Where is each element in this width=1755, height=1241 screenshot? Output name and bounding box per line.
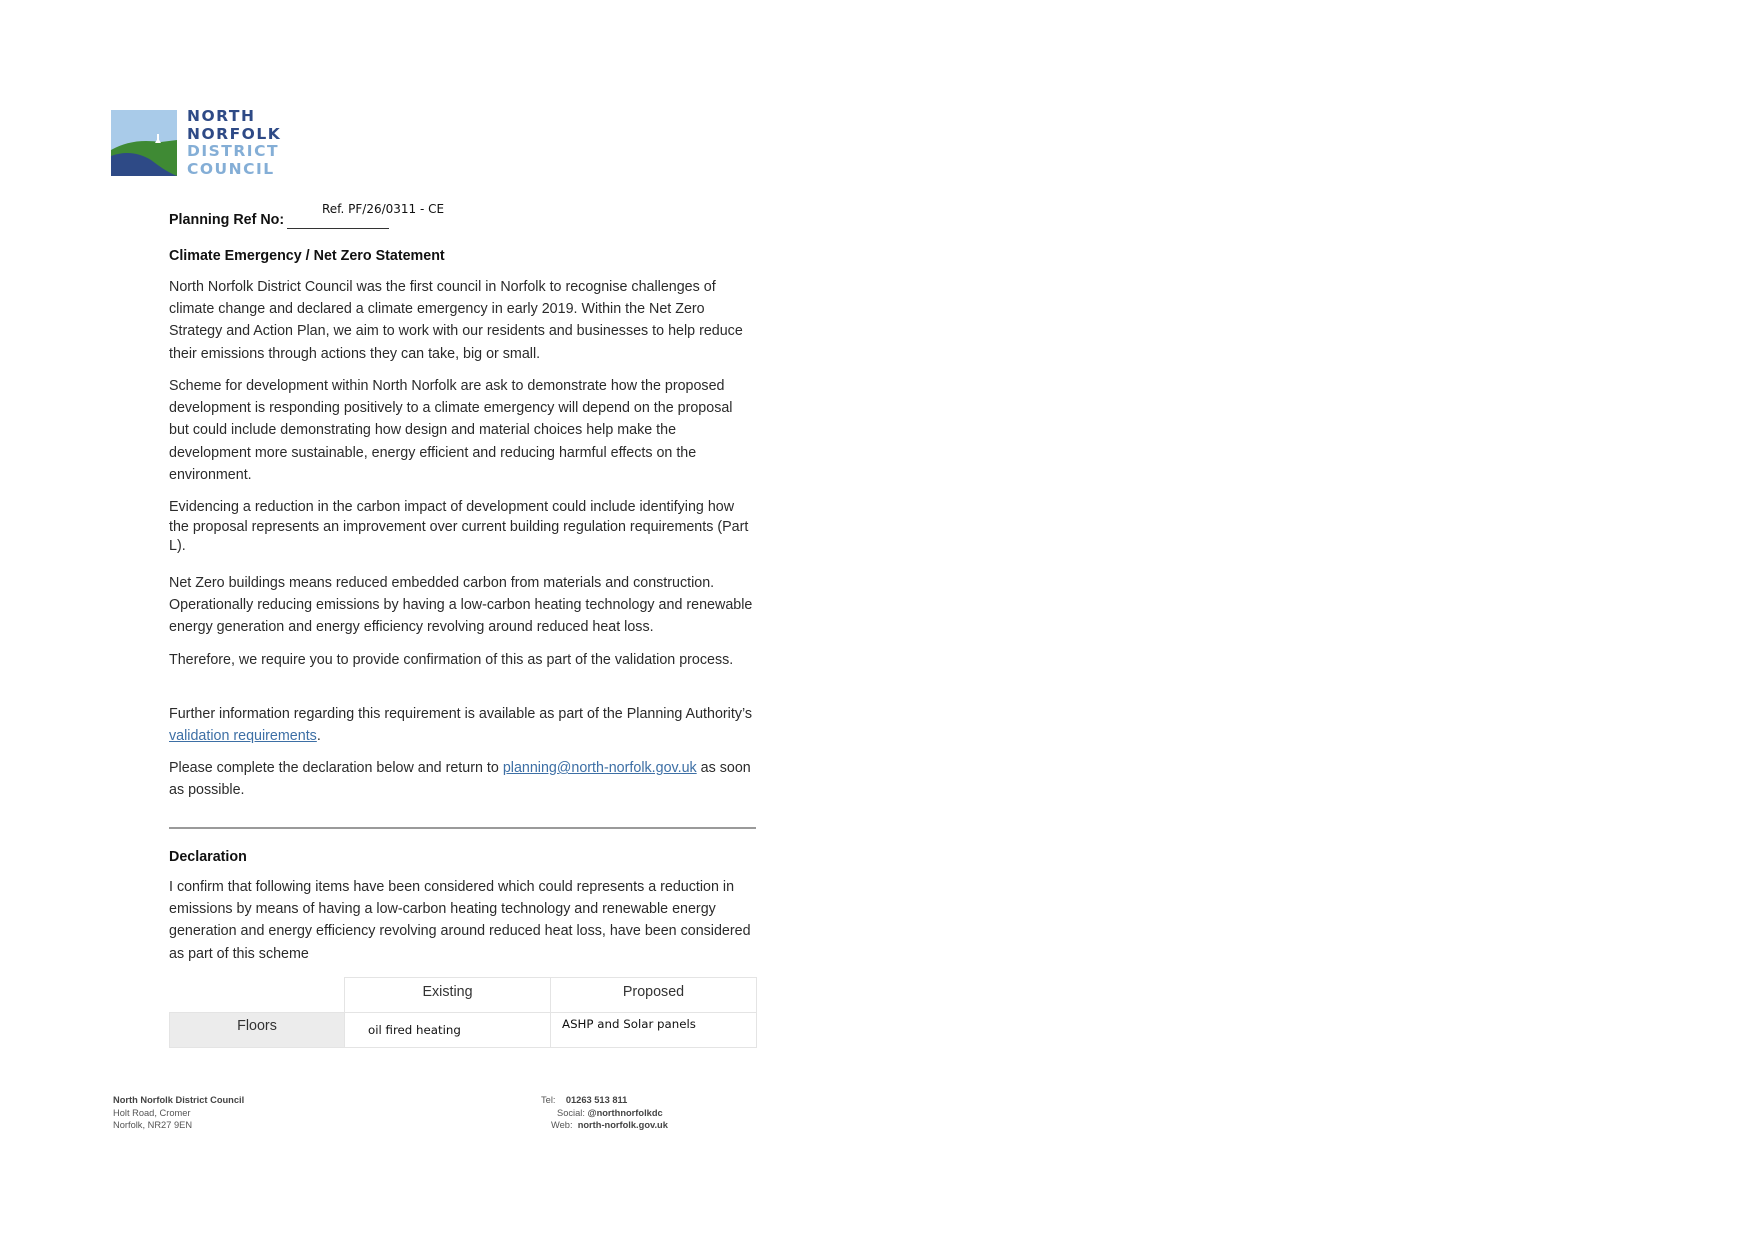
existing-value-field[interactable]: oil fired heating: [345, 1013, 551, 1048]
paragraph-net-zero: Net Zero buildings means reduced embedded carbon from materials and construction. Operationally reducing emissions by having a low-carbon heating technology and renewable energy generation and energy efficiency revolving around reduced heat loss.: [169, 575, 753, 636]
council-logo-wordmark: [187, 108, 281, 178]
footer-address-line1: Holt Road, Cromer: [113, 1107, 191, 1118]
return-text-end: as soon as possible.: [169, 760, 751, 799]
planning-ref-value: Ref. PF/26/0311 - CE: [322, 202, 445, 216]
council-logo-emblem-icon: [111, 110, 177, 176]
footer-social: @northnorfolkdc: [587, 1107, 663, 1118]
declaration-text: I confirm that following items have been considered which could represents a reduction in emissions by means of having a low-carbon heating technology and renewable energy generation and energy efficiency revolving around reduced heat loss, have been considered as part of this scheme: [169, 879, 751, 962]
footer-address-line2: Norfolk, NR27 9EN: [113, 1120, 193, 1131]
footer-social-label: Social:: [557, 1107, 585, 1118]
footer-web-label: Web:: [551, 1120, 573, 1131]
further-info-end: .: [316, 728, 321, 745]
table-row: [170, 1013, 757, 1048]
paragraph-scheme: Scheme for development within North Norfolk are ask to demonstrate how the proposed development is responding positively to a climate emergency will depend on the proposal but could include demonstrating how design and material choices help make the development more sustainable, energy efficient and reducing harmful effects on the environment.: [169, 378, 733, 483]
column-header-existing: Existing: [345, 978, 551, 1013]
footer-address: [113, 1094, 244, 1132]
proposed-value-field[interactable]: ASHP and Solar panels: [551, 1013, 757, 1048]
row-label-floors: Floors: [170, 1013, 345, 1048]
logo-line-north: NORTH: [187, 107, 256, 125]
validation-requirements-link[interactable]: validation requirements: [169, 728, 317, 745]
declaration-heading: Declaration: [169, 849, 247, 865]
logo-line-council: COUNCIL: [187, 159, 275, 178]
paragraph-return: [169, 757, 756, 801]
planning-ref-underline: [287, 228, 389, 229]
footer-org-name: North Norfolk District Council: [113, 1095, 245, 1105]
paragraph-confirmation: Therefore, we require you to provide confirmation of this as part of the validation process.: [169, 652, 734, 668]
table-header-row: [170, 978, 757, 1013]
planning-ref-label: Planning Ref No:: [169, 212, 285, 228]
paragraph-intro: North Norfolk District Council was the first council in Norfolk to recognise challenges of climate change and declared a climate emergency in early 2019. Within the Net Zero Strategy and Action Plan, we aim to work with our residents and businesses to help reduce their emissions through actions they can take, big or small.: [169, 279, 743, 362]
paragraph-evidencing: Evidencing a reduction in the carbon impact of development could include identifying how the proposal represents an improvement over current building regulation requirements (Part L).: [169, 499, 749, 554]
footer-tel-label: Tel:: [541, 1095, 556, 1105]
council-logo: [111, 108, 291, 180]
column-header-proposed: Proposed: [551, 978, 757, 1013]
footer-web: north-norfolk.gov.uk: [577, 1120, 668, 1131]
footer-contact: [541, 1094, 668, 1132]
page-title: Climate Emergency / Net Zero Statement: [169, 248, 445, 264]
declaration-table: [169, 977, 757, 1048]
logo-line-norfolk: NORFOLK: [187, 124, 282, 143]
paragraph-further-info: [169, 703, 756, 747]
planning-email-link[interactable]: planning@north-norfolk.gov.uk: [502, 760, 697, 776]
return-text: Please complete the declaration below and return to: [169, 760, 503, 776]
logo-line-district: DISTRICT: [187, 142, 280, 160]
section-divider: [169, 827, 756, 829]
footer-tel: 01263 513 811: [565, 1095, 628, 1105]
further-info-text: Further information regarding this requirement is available as part of the Planning Authority’s: [169, 706, 753, 722]
table-corner-cell: [170, 978, 345, 1013]
